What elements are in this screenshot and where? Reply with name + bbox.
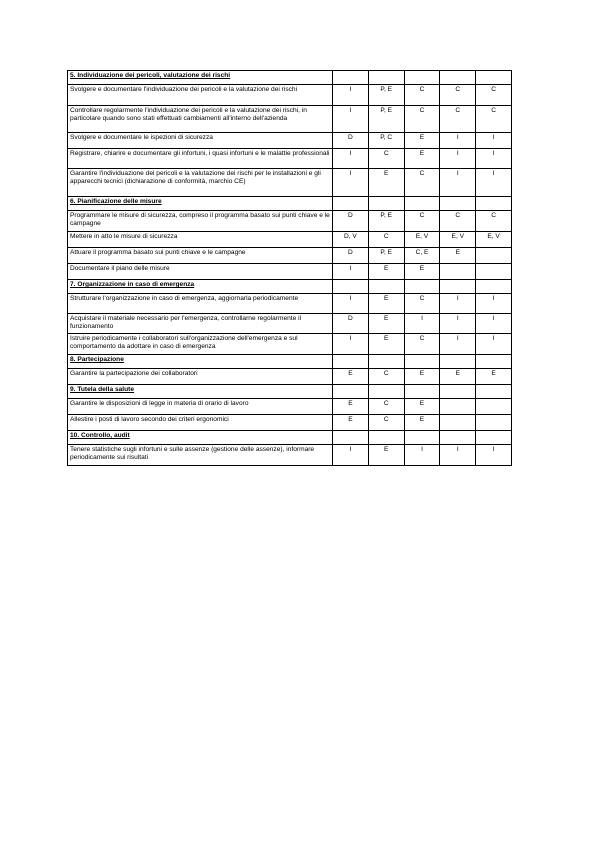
role-cell: I <box>440 169 476 197</box>
role-cell: I <box>333 334 369 355</box>
role-cell: C <box>440 85 476 106</box>
activity-label: Mettere in atto le misure di sicurezza <box>68 232 333 248</box>
table-row <box>68 85 512 106</box>
role-cell: C <box>404 334 440 355</box>
role-cell <box>476 280 512 294</box>
role-cell <box>476 71 512 85</box>
role-cell: I <box>476 149 512 169</box>
activity-label: Controllare regolarmente l'individuazione dei pericoli e la valutazione dei rischi, in particolare quando sono stati effettuati cambiamenti all'interno dell'azienda <box>68 106 333 133</box>
activity-label: Istruire periodicamente i collaboratori sull'organizzazione dell'emergenza e sul comportamento da adottare in caso di emergenza <box>68 334 333 355</box>
section-header-row <box>68 197 512 211</box>
responsibility-table <box>67 70 512 466</box>
table-row <box>68 399 512 415</box>
role-cell: C <box>368 415 404 431</box>
section-title: 7. Organizzazione in caso di emergenza <box>68 280 333 294</box>
role-cell <box>404 197 440 211</box>
role-cell: C <box>404 294 440 314</box>
role-cell: D <box>333 211 369 232</box>
section-title: 9. Tutela della salute <box>68 385 333 399</box>
role-cell: I <box>333 169 369 197</box>
role-cell <box>333 385 369 399</box>
role-cell: E <box>404 399 440 415</box>
role-cell: E <box>333 415 369 431</box>
role-cell: I <box>333 264 369 280</box>
role-cell: E <box>333 369 369 385</box>
role-cell: E <box>333 399 369 415</box>
role-cell: P, E <box>368 85 404 106</box>
role-cell: E <box>368 314 404 334</box>
section-title: 6. Pianificazione delle misure <box>68 197 333 211</box>
activity-label: Strutturare l'organizzazione in caso di emergenza, aggiornarla periodicamente <box>68 294 333 314</box>
table-row <box>68 334 512 355</box>
activity-label: Attuare il programma basato sui punti chiave e le campagne <box>68 248 333 264</box>
role-cell <box>333 355 369 369</box>
role-cell: I <box>440 445 476 466</box>
role-cell: E, V <box>404 232 440 248</box>
role-cell: C <box>476 211 512 232</box>
role-cell: E <box>368 334 404 355</box>
section-header-row <box>68 280 512 294</box>
activity-label: Registrare, chiarire e documentare gli infortuni, i quasi infortuni e le malattie professionali <box>68 149 333 169</box>
role-cell: E <box>404 415 440 431</box>
role-cell: I <box>333 445 369 466</box>
role-cell <box>404 431 440 445</box>
role-cell: I <box>476 445 512 466</box>
activity-label: Acquistare il materiale necessario per l'emergenza, controllarne regolarmente il funzionamento <box>68 314 333 334</box>
activity-label: Documentare il piano delle misure <box>68 264 333 280</box>
role-cell: E <box>404 264 440 280</box>
table-row <box>68 248 512 264</box>
role-cell <box>440 355 476 369</box>
role-cell: I <box>404 445 440 466</box>
section-title: 5. Individuazione dei pericoli, valutazione dei rischi <box>68 71 333 85</box>
section-title: 8. Partecipazione <box>68 355 333 369</box>
table-row <box>68 294 512 314</box>
table-row <box>68 232 512 248</box>
role-cell: E <box>440 248 476 264</box>
section-header-row <box>68 71 512 85</box>
table-row <box>68 133 512 149</box>
role-cell: I <box>440 294 476 314</box>
role-cell: C <box>368 232 404 248</box>
role-cell <box>333 431 369 445</box>
role-cell: E, V <box>440 232 476 248</box>
role-cell <box>333 71 369 85</box>
role-cell: I <box>440 314 476 334</box>
role-cell: C <box>476 106 512 133</box>
activity-label: Garantire l'individuazione dei pericoli e la valutazione dei rischi per le installazioni e gli apparecchi tecnici (dichiarazione di conformità, marchio CE) <box>68 169 333 197</box>
role-cell: D <box>333 248 369 264</box>
section-title: 10. Controllo, audit <box>68 431 333 445</box>
role-cell: P, E <box>368 106 404 133</box>
role-cell <box>368 355 404 369</box>
role-cell: E <box>476 369 512 385</box>
role-cell: I <box>476 294 512 314</box>
role-cell <box>476 415 512 431</box>
role-cell: P, E <box>368 248 404 264</box>
role-cell: I <box>476 334 512 355</box>
role-cell <box>440 280 476 294</box>
role-cell <box>333 280 369 294</box>
role-cell: E <box>404 369 440 385</box>
role-cell: E <box>440 369 476 385</box>
role-cell: C <box>440 211 476 232</box>
role-cell <box>368 385 404 399</box>
role-cell <box>404 71 440 85</box>
activity-label: Svolgere e documentare le ispezioni di sicurezza <box>68 133 333 149</box>
role-cell <box>476 399 512 415</box>
role-cell <box>368 197 404 211</box>
role-cell <box>333 197 369 211</box>
role-cell: C <box>404 106 440 133</box>
role-cell: P, E <box>368 211 404 232</box>
role-cell <box>404 355 440 369</box>
activity-label: Garantire la partecipazione dei collaboratori <box>68 369 333 385</box>
role-cell: E <box>368 264 404 280</box>
role-cell: C <box>476 85 512 106</box>
role-cell: I <box>476 314 512 334</box>
role-cell <box>440 385 476 399</box>
role-cell <box>476 197 512 211</box>
table-row <box>68 106 512 133</box>
role-cell: D <box>333 133 369 149</box>
role-cell <box>476 431 512 445</box>
table-row <box>68 314 512 334</box>
activity-label: Allestire i posti di lavoro secondo dei criteri ergonomici <box>68 415 333 431</box>
role-cell: C <box>368 399 404 415</box>
role-cell <box>440 415 476 431</box>
section-header-row <box>68 431 512 445</box>
role-cell: I <box>333 106 369 133</box>
role-cell: I <box>333 85 369 106</box>
role-cell: D <box>333 314 369 334</box>
role-cell: C <box>404 85 440 106</box>
role-cell: E <box>404 149 440 169</box>
activity-label: Tenere statistiche sugli infortuni e sulle assenze (gestione delle assenze), informare periodicamente sui risultati <box>68 445 333 466</box>
role-cell <box>440 431 476 445</box>
role-cell <box>368 280 404 294</box>
role-cell: I <box>440 334 476 355</box>
role-cell: E <box>404 133 440 149</box>
role-cell: I <box>476 133 512 149</box>
role-cell: I <box>333 149 369 169</box>
role-cell: I <box>404 314 440 334</box>
table-row <box>68 211 512 232</box>
role-cell: C <box>368 369 404 385</box>
role-cell <box>440 264 476 280</box>
role-cell: I <box>476 169 512 197</box>
role-cell <box>440 197 476 211</box>
table-row <box>68 169 512 197</box>
role-cell <box>440 71 476 85</box>
role-cell <box>476 248 512 264</box>
role-cell: C <box>368 149 404 169</box>
role-cell: C <box>404 211 440 232</box>
table-row <box>68 415 512 431</box>
role-cell <box>440 399 476 415</box>
activity-label: Svolgere e documentare l'individuazione dei pericoli e la valutazione dei rischi <box>68 85 333 106</box>
role-cell: C, E <box>404 248 440 264</box>
role-cell <box>368 71 404 85</box>
activity-label: Garantire le disposizioni di legge in materia di orario di lavoro <box>68 399 333 415</box>
table-row <box>68 149 512 169</box>
role-cell: I <box>440 133 476 149</box>
role-cell: C <box>404 169 440 197</box>
role-cell: P, C <box>368 133 404 149</box>
role-cell <box>476 355 512 369</box>
role-cell: C <box>440 106 476 133</box>
activity-label: Programmare le misure di sicurezza, compreso il programma basato sui punti chiave e le campagne <box>68 211 333 232</box>
role-cell: E <box>368 294 404 314</box>
role-cell <box>404 385 440 399</box>
role-cell: E <box>368 445 404 466</box>
table-row <box>68 264 512 280</box>
role-cell <box>368 431 404 445</box>
role-cell <box>476 385 512 399</box>
table-row <box>68 445 512 466</box>
role-cell: E, V <box>476 232 512 248</box>
responsibility-table-body <box>68 71 512 466</box>
section-header-row <box>68 385 512 399</box>
table-row <box>68 369 512 385</box>
role-cell: E <box>368 169 404 197</box>
role-cell <box>404 280 440 294</box>
role-cell: I <box>333 294 369 314</box>
role-cell <box>476 264 512 280</box>
section-header-row <box>68 355 512 369</box>
role-cell: I <box>440 149 476 169</box>
role-cell: D, V <box>333 232 369 248</box>
